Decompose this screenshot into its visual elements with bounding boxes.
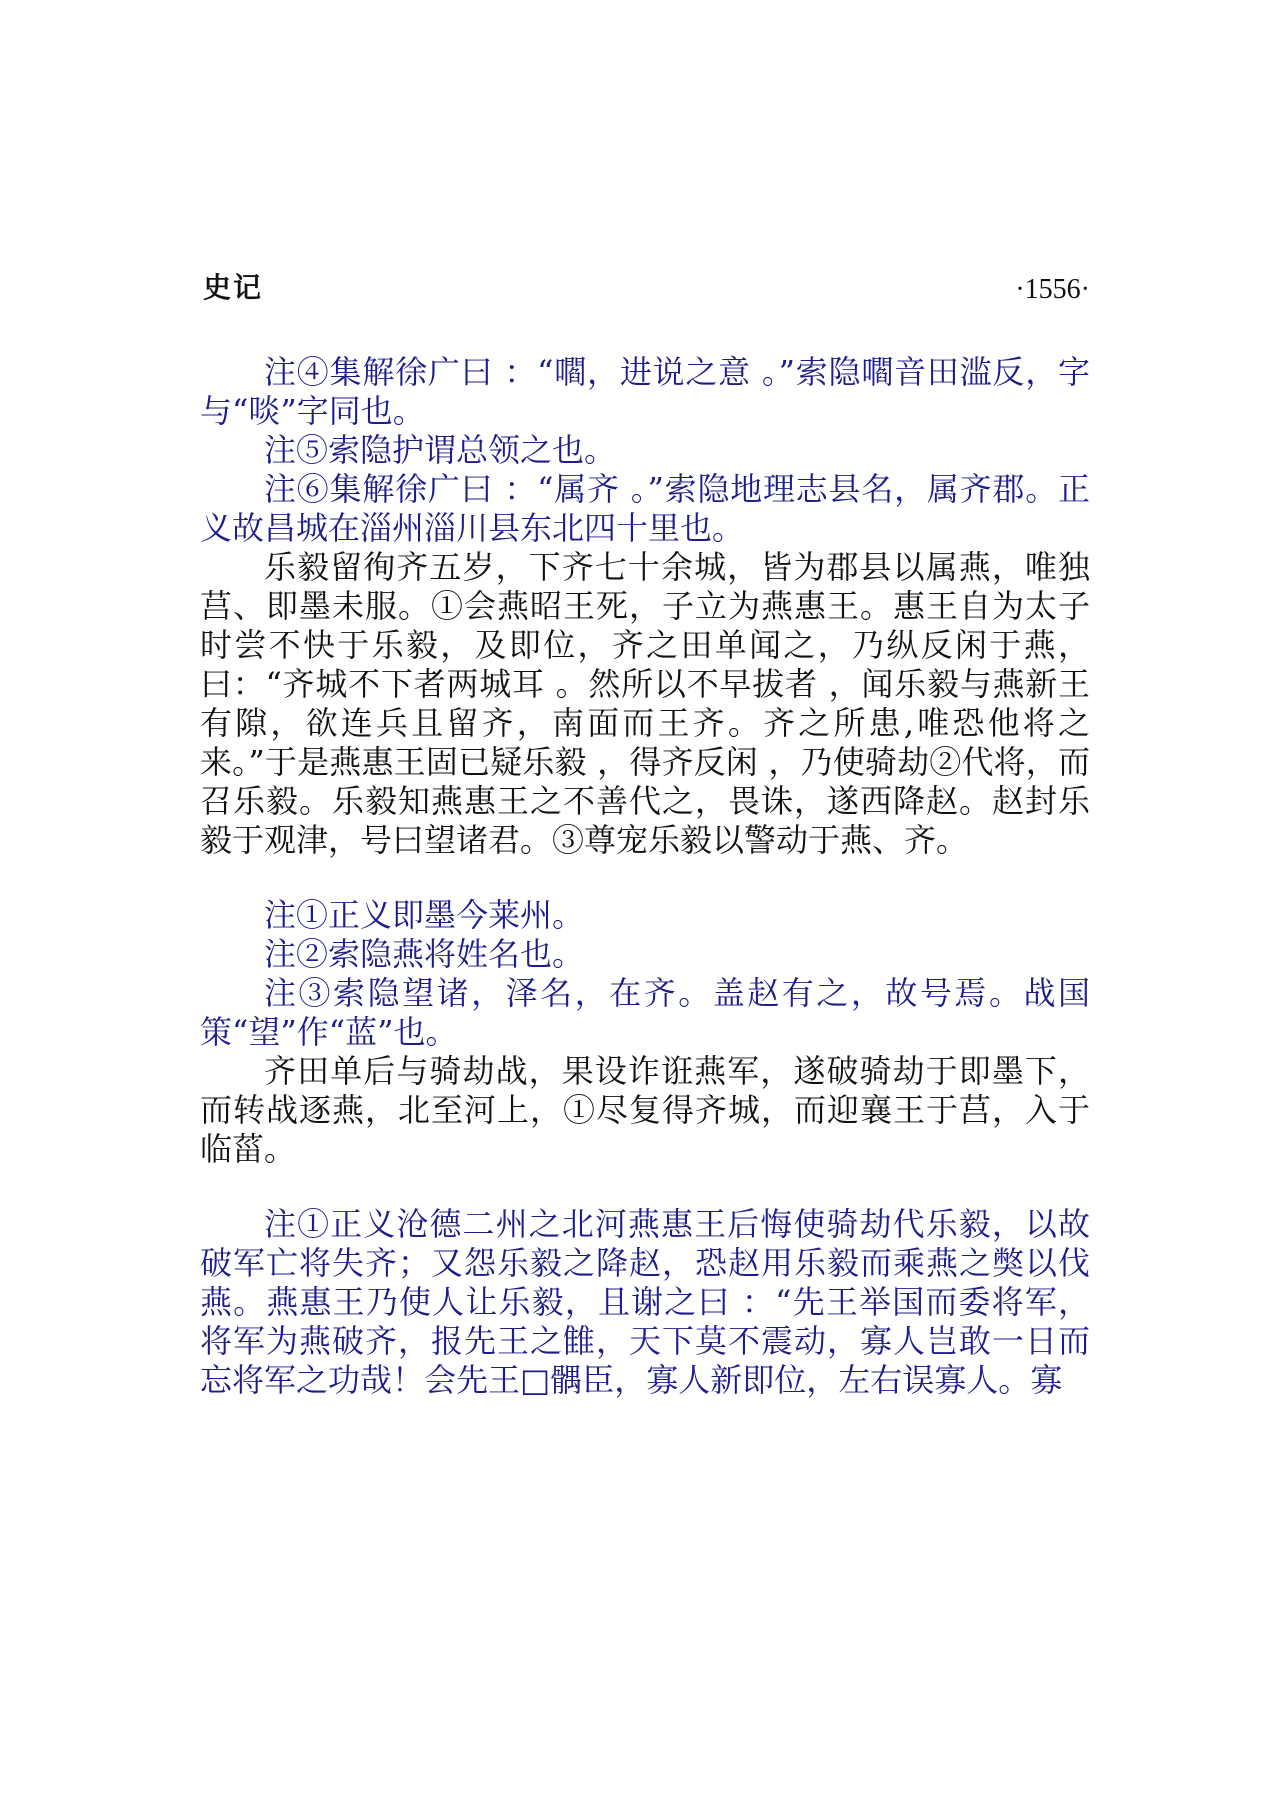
note-paragraph: 注③索隐望诸，泽名，在齐。盖赵有之，故号焉。战国策“望”作“蓝”也。: [200, 974, 1090, 1051]
note-paragraph: 注⑤索隐护谓总领之也。: [264, 431, 617, 469]
note-paragraph: 注⑥集解徐广曰 ：“属齐 。”索隐地理志县名，属齐郡。正义故昌城在淄州淄川县东北四十里也。: [200, 470, 1090, 547]
main-paragraph: 乐毅留徇齐五岁，下齐七十余城，皆为郡县以属燕，唯独莒、即墨未服。①会燕昭王死，子立为燕惠王。惠王自为太子时尝不快于乐毅，及即位，齐之田单闻之，乃纵反闲于燕，曰：“齐城不下者两城耳 。然所以不早拔者 ，闻乐毅与燕新王有隙，欲连兵且留齐，南面而王齐。齐之所患,唯恐他将之来。”于是燕惠王固已疑乐毅 ，得齐反闲 ，乃使骑劫②代将，而召乐毅。乐毅知燕惠王之不善代之，畏诛，遂西降赵。赵封乐毅于观津，号曰望诸君。③尊宠乐毅以警动于燕、齐。: [200, 548, 1090, 859]
page-number: ·1556·: [1015, 274, 1090, 305]
note-paragraph: 注①正义沧德二州之北河燕惠王后悔使骑劫代乐毅，以故破军亡将失齐；又怨乐毅之降赵，恐赵用乐毅而乘燕之獘以伐燕。燕惠王乃使人让乐毅，且谢之曰 ：“先王举国而委将军，将军为燕破齐，报先王之雔，天下莫不震动，寡人岂敢一日而忘将军之功哉！会先王□髃臣，寡人新即位，左右误寡人。寡: [200, 1205, 1090, 1399]
note-paragraph: 注④集解徐广曰 ：“嚪，进说之意 。”索隐嚪音田滥反，字与“啖”字同也。: [200, 353, 1090, 430]
note-paragraph: 注②索隐燕将姓名也。: [264, 935, 585, 973]
note-paragraph: 注①正义即墨今莱州。: [264, 896, 585, 934]
book-title: 史记: [203, 271, 264, 304]
page-body: [200, 353, 1090, 1400]
main-paragraph: 齐田单后与骑劫战，果设诈诳燕军，遂破骑劫于即墨下，而转战逐燕，北至河上，①尽复得齐城，而迎襄王于莒，入于临菑。: [200, 1052, 1090, 1168]
